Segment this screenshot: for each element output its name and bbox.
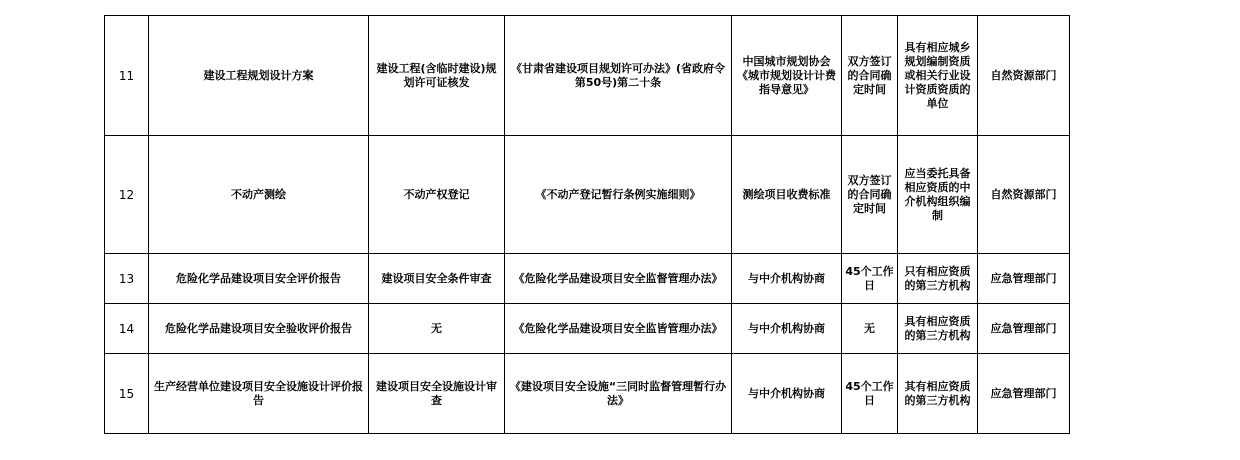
basis-cell: 《危险化学品建设项目安全监皆管理办法》: [505, 304, 732, 354]
table-row: [105, 16, 1070, 136]
table-row: [105, 304, 1070, 354]
seq-cell: 11: [105, 16, 149, 136]
department-cell: 自然资源部门: [978, 16, 1070, 136]
time-cell: 双方签订的合同确定时间: [842, 136, 898, 254]
approval-cell: 不动产权登记: [369, 136, 505, 254]
fee-cell: 与中介机构协商: [732, 254, 842, 304]
department-cell: 应急管理部门: [978, 304, 1070, 354]
service-cell: 不动产测绘: [149, 136, 369, 254]
approval-cell: 无: [369, 304, 505, 354]
basis-cell: 《不动产登记暂行条例实施细则》: [505, 136, 732, 254]
intermediary-services-table: [104, 15, 1070, 434]
service-cell: 危险化学品建设项目安全验收评价报告: [149, 304, 369, 354]
approval-cell: 建设项目安全条件审查: [369, 254, 505, 304]
department-cell: 自然资源部门: [978, 136, 1070, 254]
service-cell: 生产经营单位建设项目安全设施设计评价报告: [149, 354, 369, 434]
fee-cell: 中国城市规划协会《城市规划设计计费指导意见》: [732, 16, 842, 136]
qualification-cell: 其有相应资质的第三方机构: [898, 354, 978, 434]
table-row: [105, 254, 1070, 304]
qualification-cell: 具有相应资质的第三方机构: [898, 304, 978, 354]
seq-cell: 14: [105, 304, 149, 354]
service-cell: 建设工程规划设计方案: [149, 16, 369, 136]
time-cell: 45个工作日: [842, 254, 898, 304]
fee-cell: 与中介机构协商: [732, 354, 842, 434]
department-cell: 应急管理部门: [978, 354, 1070, 434]
time-cell: 无: [842, 304, 898, 354]
seq-cell: 12: [105, 136, 149, 254]
qualification-cell: 具有相应城乡规划编制资质或相关行业设计资质资质的单位: [898, 16, 978, 136]
qualification-cell: 只有相应资质的第三方机构: [898, 254, 978, 304]
service-cell: 危险化学品建设项目安全评价报告: [149, 254, 369, 304]
approval-cell: 建设项目安全设施设计审查: [369, 354, 505, 434]
table-row: [105, 354, 1070, 434]
time-cell: 45个工作日: [842, 354, 898, 434]
approval-cell: 建设工程(含临时建设)规划许可证核发: [369, 16, 505, 136]
basis-cell: 《危险化学品建设项目安全监督管理办法》: [505, 254, 732, 304]
table-row: [105, 136, 1070, 254]
fee-cell: 测绘项目收费标准: [732, 136, 842, 254]
seq-cell: 13: [105, 254, 149, 304]
time-cell: 双方签订的合同确定时间: [842, 16, 898, 136]
basis-cell: 《甘肃省建设项目规划许可办法》(省政府令第50号)第二十条: [505, 16, 732, 136]
fee-cell: 与中介机构协商: [732, 304, 842, 354]
seq-cell: 15: [105, 354, 149, 434]
department-cell: 应急管理部门: [978, 254, 1070, 304]
basis-cell: 《建设项目安全设施“三同时监督管理暂行办法》: [505, 354, 732, 434]
qualification-cell: 应当委托具备相应资质的中介机构组织编制: [898, 136, 978, 254]
